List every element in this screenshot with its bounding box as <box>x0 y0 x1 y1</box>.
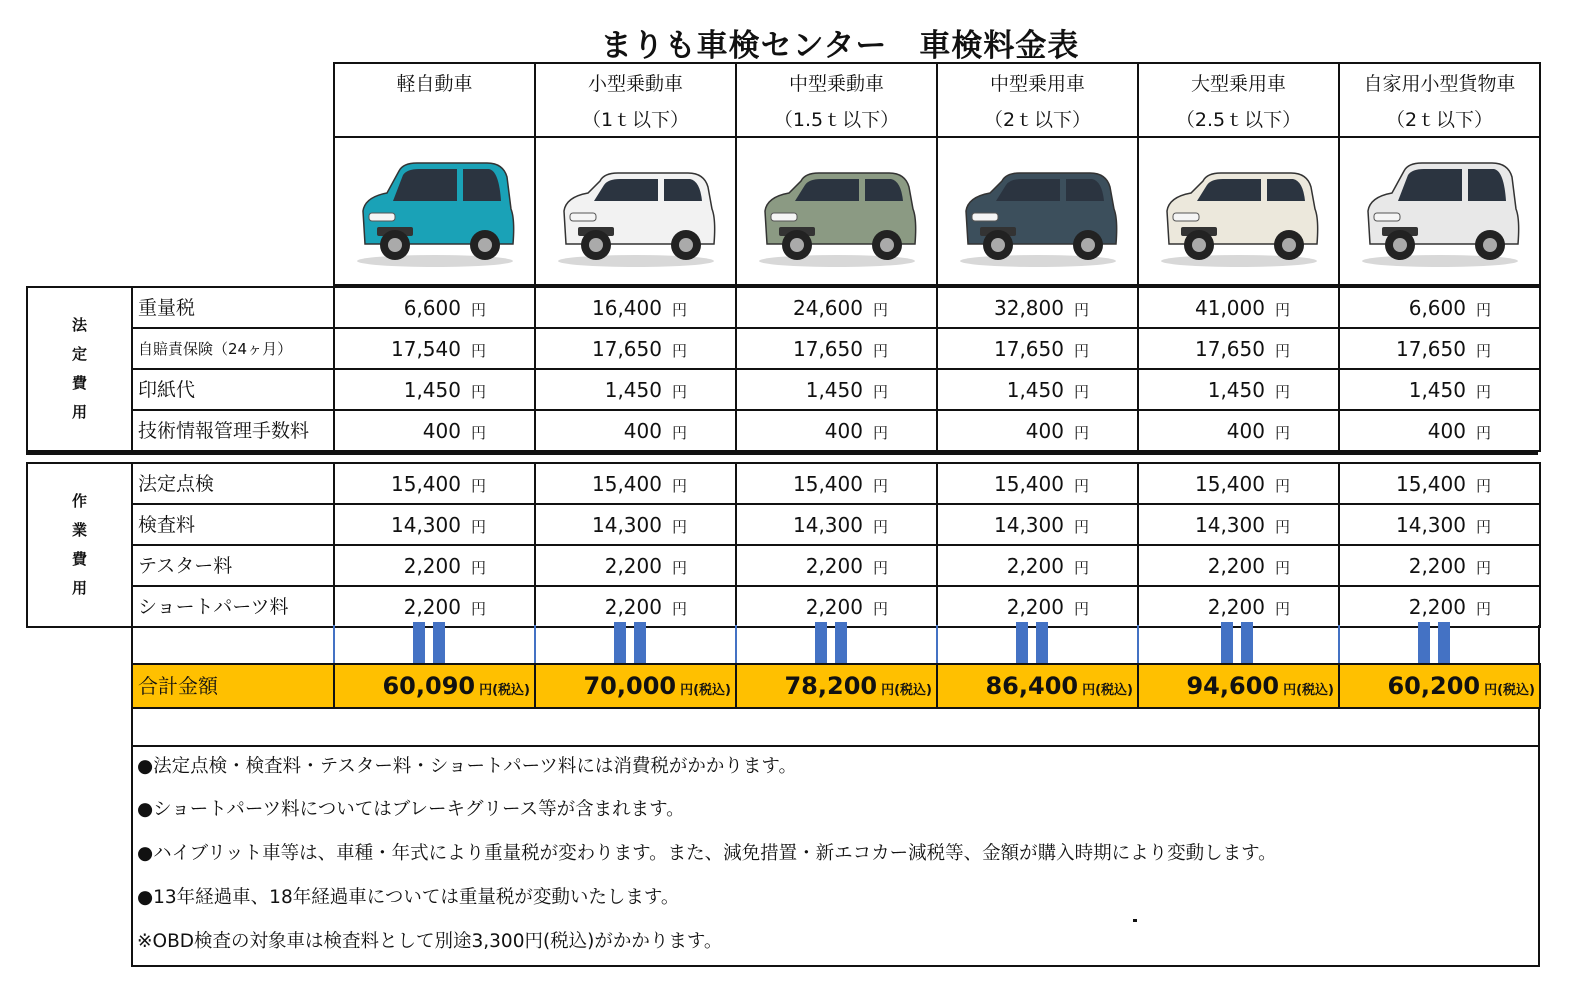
fee-amount: 400 <box>422 419 461 443</box>
column-divider <box>936 625 938 665</box>
section-label-char: 業 <box>71 521 87 539</box>
fee-amount-cell <box>936 462 1139 505</box>
currency-unit: 円 <box>1274 477 1290 495</box>
total-amount-cell <box>1338 663 1541 709</box>
total-amount-cell <box>735 663 938 709</box>
fee-row-label <box>131 544 335 587</box>
total-amount: 78,200 <box>784 672 878 700</box>
fee-amount: 15,400 <box>1396 472 1466 496</box>
currency-unit: 円 <box>470 424 486 442</box>
fee-amount-cell <box>534 368 737 411</box>
total-unit: 円(税込) <box>881 683 932 698</box>
total-unit: 円(税込) <box>1082 683 1133 698</box>
fee-amount-cell <box>735 409 938 452</box>
fee-amount: 2,200 <box>604 595 662 619</box>
currency-unit: 円 <box>872 383 888 401</box>
fee-amount: 2,200 <box>604 554 662 578</box>
currency-unit: 円 <box>671 383 687 401</box>
currency-unit: 円 <box>1073 424 1089 442</box>
vehicle-weight-class: （2.5ｔ以下） <box>1175 109 1302 131</box>
currency-unit: 円 <box>872 342 888 360</box>
fee-amount: 41,000 <box>1195 296 1265 320</box>
column-divider <box>333 625 335 665</box>
currency-unit: 円 <box>872 600 888 618</box>
section-label-char: 費 <box>71 374 87 392</box>
total-amount-cell <box>333 663 536 709</box>
fee-amount-cell <box>735 368 938 411</box>
fee-amount: 1,450 <box>805 378 863 402</box>
currency-unit: 円 <box>1073 518 1089 536</box>
currency-unit: 円 <box>1475 477 1491 495</box>
fee-amount-cell <box>333 327 536 370</box>
fee-amount: 1,450 <box>1006 378 1064 402</box>
fee-item-name: 技術情報管理手数料 <box>138 420 310 442</box>
fee-amount: 24,600 <box>793 296 863 320</box>
fee-amount: 400 <box>824 419 863 443</box>
currency-unit: 円 <box>1073 477 1089 495</box>
vehicle-type-name: 小型乗動車 <box>587 73 683 95</box>
fee-amount-cell <box>936 327 1139 370</box>
fee-amount: 2,200 <box>1006 554 1064 578</box>
fee-amount: 17,650 <box>1396 337 1466 361</box>
fee-amount-cell <box>1137 409 1340 452</box>
total-amount: 70,000 <box>583 672 677 700</box>
currency-unit: 円 <box>872 518 888 536</box>
total-amount: 60,200 <box>1387 672 1481 700</box>
currency-unit: 円 <box>470 600 486 618</box>
vehicle-weight-class: （2ｔ以下） <box>1385 109 1494 131</box>
fee-amount-cell <box>534 409 737 452</box>
car-large-icon <box>1151 149 1326 273</box>
fee-amount: 1,450 <box>1207 378 1265 402</box>
total-label: 合計金額 <box>138 674 218 698</box>
fee-amount: 2,200 <box>1408 595 1466 619</box>
currency-unit: 円 <box>470 477 486 495</box>
total-unit: 円(税込) <box>1283 683 1334 698</box>
fee-amount-cell <box>333 503 536 546</box>
fee-amount-cell <box>1338 409 1541 452</box>
fee-amount-cell <box>936 544 1139 587</box>
section-label-char: 法 <box>71 316 87 334</box>
currency-unit: 円 <box>1475 301 1491 319</box>
note-line: ●13年経過車、18年経過車については重量税が変動いたします。 <box>137 887 680 908</box>
fee-amount-cell <box>534 544 737 587</box>
fee-amount-cell <box>1338 286 1541 329</box>
vehicle-photo-cell <box>333 136 536 286</box>
fee-amount: 14,300 <box>793 513 863 537</box>
equals-arrow-bar <box>835 622 847 664</box>
fee-row-label <box>131 409 335 452</box>
fee-row-label <box>131 462 335 505</box>
section-label-char: 費 <box>71 550 87 568</box>
vehicle-weight-class: （2ｔ以下） <box>983 109 1092 131</box>
fee-item-name: 法定点検 <box>138 473 215 495</box>
section-divider <box>26 452 1538 455</box>
currency-unit: 円 <box>1073 301 1089 319</box>
fee-amount: 1,450 <box>1408 378 1466 402</box>
column-divider <box>1338 625 1340 665</box>
fee-amount: 2,200 <box>805 554 863 578</box>
total-amount: 86,400 <box>985 672 1079 700</box>
fee-amount: 1,450 <box>604 378 662 402</box>
section-label-char: 用 <box>71 403 87 421</box>
fee-amount: 15,400 <box>994 472 1064 496</box>
fee-amount-cell <box>1338 462 1541 505</box>
fee-row-label <box>131 286 335 329</box>
currency-unit: 円 <box>671 559 687 577</box>
fee-amount: 400 <box>1226 419 1265 443</box>
fee-amount: 2,200 <box>805 595 863 619</box>
vehicle-type-header <box>1137 62 1340 138</box>
fee-item-name: 重量税 <box>138 297 196 319</box>
fee-amount: 2,200 <box>1207 595 1265 619</box>
fee-amount: 2,200 <box>1006 595 1064 619</box>
total-unit: 円(税込) <box>479 683 530 698</box>
vehicle-photo-cell <box>534 136 737 286</box>
vehicle-weight-class: （1.5ｔ以下） <box>773 109 900 131</box>
currency-unit: 円 <box>1274 424 1290 442</box>
fee-amount: 17,650 <box>994 337 1064 361</box>
fee-amount: 17,650 <box>1195 337 1265 361</box>
fee-amount-cell <box>333 544 536 587</box>
fee-amount: 15,400 <box>793 472 863 496</box>
vehicle-type-name: 中型乗用車 <box>989 73 1085 95</box>
currency-unit: 円 <box>872 301 888 319</box>
fee-amount-cell <box>1338 503 1541 546</box>
fee-amount: 1,450 <box>403 378 461 402</box>
vehicle-type-name: 軽自動車 <box>396 73 473 95</box>
vehicle-type-name: 自家用小型貨物車 <box>1363 73 1516 95</box>
column-divider <box>735 625 737 665</box>
vehicle-type-name: 中型乗動車 <box>788 73 884 95</box>
column-divider <box>1137 625 1139 665</box>
vehicle-type-header <box>534 62 737 138</box>
total-label-cell <box>131 663 335 709</box>
fee-amount-cell <box>333 462 536 505</box>
fee-amount-cell <box>735 544 938 587</box>
section-label-legal <box>26 286 133 452</box>
currency-unit: 円 <box>1475 600 1491 618</box>
currency-unit: 円 <box>1274 518 1290 536</box>
fee-amount-cell <box>735 327 938 370</box>
fee-amount: 2,200 <box>403 595 461 619</box>
fee-amount-cell <box>735 462 938 505</box>
fee-amount: 14,300 <box>1195 513 1265 537</box>
equals-arrow-bar <box>1241 622 1253 664</box>
currency-unit: 円 <box>1073 600 1089 618</box>
total-amount: 94,600 <box>1186 672 1280 700</box>
section-label-char: 作 <box>71 492 87 510</box>
total-amount-cell <box>1137 663 1340 709</box>
section-label-char: 用 <box>71 579 87 597</box>
currency-unit: 円 <box>470 518 486 536</box>
currency-unit: 円 <box>1274 301 1290 319</box>
fee-amount: 15,400 <box>592 472 662 496</box>
stray-mark <box>1133 919 1137 922</box>
currency-unit: 円 <box>470 559 486 577</box>
currency-unit: 円 <box>470 342 486 360</box>
total-unit: 円(税込) <box>680 683 731 698</box>
currency-unit: 円 <box>872 559 888 577</box>
fee-amount-cell <box>534 286 737 329</box>
currency-unit: 円 <box>1274 559 1290 577</box>
fee-amount: 2,200 <box>1408 554 1466 578</box>
note-line: ●ショートパーツ料についてはブレーキグリース等が含まれます。 <box>137 799 685 820</box>
currency-unit: 円 <box>671 518 687 536</box>
vehicle-photo-cell <box>936 136 1139 286</box>
currency-unit: 円 <box>1475 342 1491 360</box>
car-van-icon <box>1352 149 1527 273</box>
note-line: ※OBD検査の対象車は検査料として別途3,300円(税込)がかかります。 <box>137 931 723 952</box>
fee-amount: 17,540 <box>391 337 461 361</box>
fee-amount-cell <box>1137 585 1340 628</box>
equals-arrow-bar <box>1221 622 1233 664</box>
fee-amount-cell <box>936 368 1139 411</box>
fee-amount-cell <box>1338 544 1541 587</box>
currency-unit: 円 <box>671 342 687 360</box>
currency-unit: 円 <box>1475 424 1491 442</box>
fee-amount-cell <box>1137 544 1340 587</box>
vehicle-type-header <box>735 62 938 138</box>
fee-amount: 400 <box>623 419 662 443</box>
fee-amount-cell <box>333 368 536 411</box>
fee-item-name: 自賠責保険（24ヶ月） <box>138 340 293 358</box>
currency-unit: 円 <box>1274 342 1290 360</box>
equals-arrow-bar <box>614 622 626 664</box>
fee-amount-cell <box>333 286 536 329</box>
fee-row-label <box>131 327 335 370</box>
equals-arrow-bar <box>815 622 827 664</box>
fee-amount: 16,400 <box>592 296 662 320</box>
currency-unit: 円 <box>671 301 687 319</box>
car-small-icon <box>548 149 723 273</box>
vehicle-type-header <box>333 62 536 138</box>
equals-arrow-bar <box>1418 622 1430 664</box>
currency-unit: 円 <box>1475 383 1491 401</box>
fee-amount-cell <box>735 286 938 329</box>
currency-unit: 円 <box>470 383 486 401</box>
car-mid-icon <box>749 149 924 273</box>
fee-amount-cell <box>333 409 536 452</box>
currency-unit: 円 <box>1274 383 1290 401</box>
fee-row-label <box>131 503 335 546</box>
equals-arrow-bar <box>433 622 445 664</box>
currency-unit: 円 <box>1073 342 1089 360</box>
equals-arrow-bar <box>413 622 425 664</box>
fee-amount: 15,400 <box>1195 472 1265 496</box>
fee-amount-cell <box>1338 368 1541 411</box>
blank-row <box>131 707 1540 747</box>
equals-arrow-bar <box>634 622 646 664</box>
currency-unit: 円 <box>1073 383 1089 401</box>
fee-amount-cell <box>735 503 938 546</box>
fee-amount-cell <box>936 503 1139 546</box>
currency-unit: 円 <box>1475 518 1491 536</box>
fee-amount: 15,400 <box>391 472 461 496</box>
fee-amount-cell <box>534 503 737 546</box>
fee-amount: 400 <box>1427 419 1466 443</box>
fee-amount: 17,650 <box>793 337 863 361</box>
currency-unit: 円 <box>470 301 486 319</box>
currency-unit: 円 <box>1475 559 1491 577</box>
fee-amount-cell <box>1137 327 1340 370</box>
note-line: ●ハイブリット車等は、車種・年式により重量税が変わります。また、減免措置・新エコカー減税等、金額が購入時期により変動します。 <box>137 843 1277 864</box>
currency-unit: 円 <box>671 424 687 442</box>
equals-arrow-bar <box>1438 622 1450 664</box>
vehicle-type-name: 大型乗用車 <box>1190 73 1286 95</box>
fee-amount: 14,300 <box>1396 513 1466 537</box>
currency-unit: 円 <box>1274 600 1290 618</box>
fee-amount: 32,800 <box>994 296 1064 320</box>
total-unit: 円(税込) <box>1484 683 1535 698</box>
fee-amount-cell <box>534 327 737 370</box>
vehicle-photo-cell <box>735 136 938 286</box>
fee-amount-cell <box>1137 368 1340 411</box>
fee-amount: 14,300 <box>391 513 461 537</box>
currency-unit: 円 <box>872 424 888 442</box>
fee-amount-cell <box>1137 286 1340 329</box>
section-label-char: 定 <box>71 345 87 363</box>
vehicle-weight-class: （1ｔ以下） <box>581 109 690 131</box>
total-amount: 60,090 <box>382 672 476 700</box>
equals-arrow-bar <box>1036 622 1048 664</box>
fee-row-label <box>131 585 335 628</box>
fee-item-name: ショートパーツ料 <box>138 596 289 618</box>
fee-amount-cell <box>1137 503 1340 546</box>
fee-amount-cell <box>534 462 737 505</box>
section-label-work <box>26 462 133 628</box>
currency-unit: 円 <box>671 600 687 618</box>
fee-amount-cell <box>1137 462 1340 505</box>
car-minivan-icon <box>950 149 1125 273</box>
vehicle-photo-cell <box>1338 136 1541 286</box>
currency-unit: 円 <box>671 477 687 495</box>
fee-amount: 14,300 <box>994 513 1064 537</box>
fee-amount-cell <box>936 409 1139 452</box>
total-amount-cell <box>936 663 1139 709</box>
fee-amount: 6,600 <box>1408 296 1466 320</box>
fee-amount: 14,300 <box>592 513 662 537</box>
page-title: まりも車検センター 車検料金表 <box>600 28 1080 64</box>
car-kei-icon <box>347 149 522 273</box>
currency-unit: 円 <box>1073 559 1089 577</box>
fee-amount-cell <box>1338 327 1541 370</box>
vehicle-photo-cell <box>1137 136 1340 286</box>
fee-item-name: テスター料 <box>138 555 233 577</box>
fee-amount: 2,200 <box>403 554 461 578</box>
fee-amount: 6,600 <box>403 296 461 320</box>
equals-arrow-bar <box>1016 622 1028 664</box>
fee-amount: 400 <box>1025 419 1064 443</box>
fee-amount: 2,200 <box>1207 554 1265 578</box>
column-divider <box>534 625 536 665</box>
vehicle-type-header <box>936 62 1139 138</box>
fee-row-label <box>131 368 335 411</box>
fee-amount: 17,650 <box>592 337 662 361</box>
note-line: ●法定点検・検査料・テスター料・ショートパーツ料には消費税がかかります。 <box>137 756 797 777</box>
total-amount-cell <box>534 663 737 709</box>
fee-item-name: 印紙代 <box>138 379 196 401</box>
currency-unit: 円 <box>872 477 888 495</box>
vehicle-type-header <box>1338 62 1541 138</box>
fee-amount-cell <box>936 286 1139 329</box>
fee-item-name: 検査料 <box>138 514 196 536</box>
